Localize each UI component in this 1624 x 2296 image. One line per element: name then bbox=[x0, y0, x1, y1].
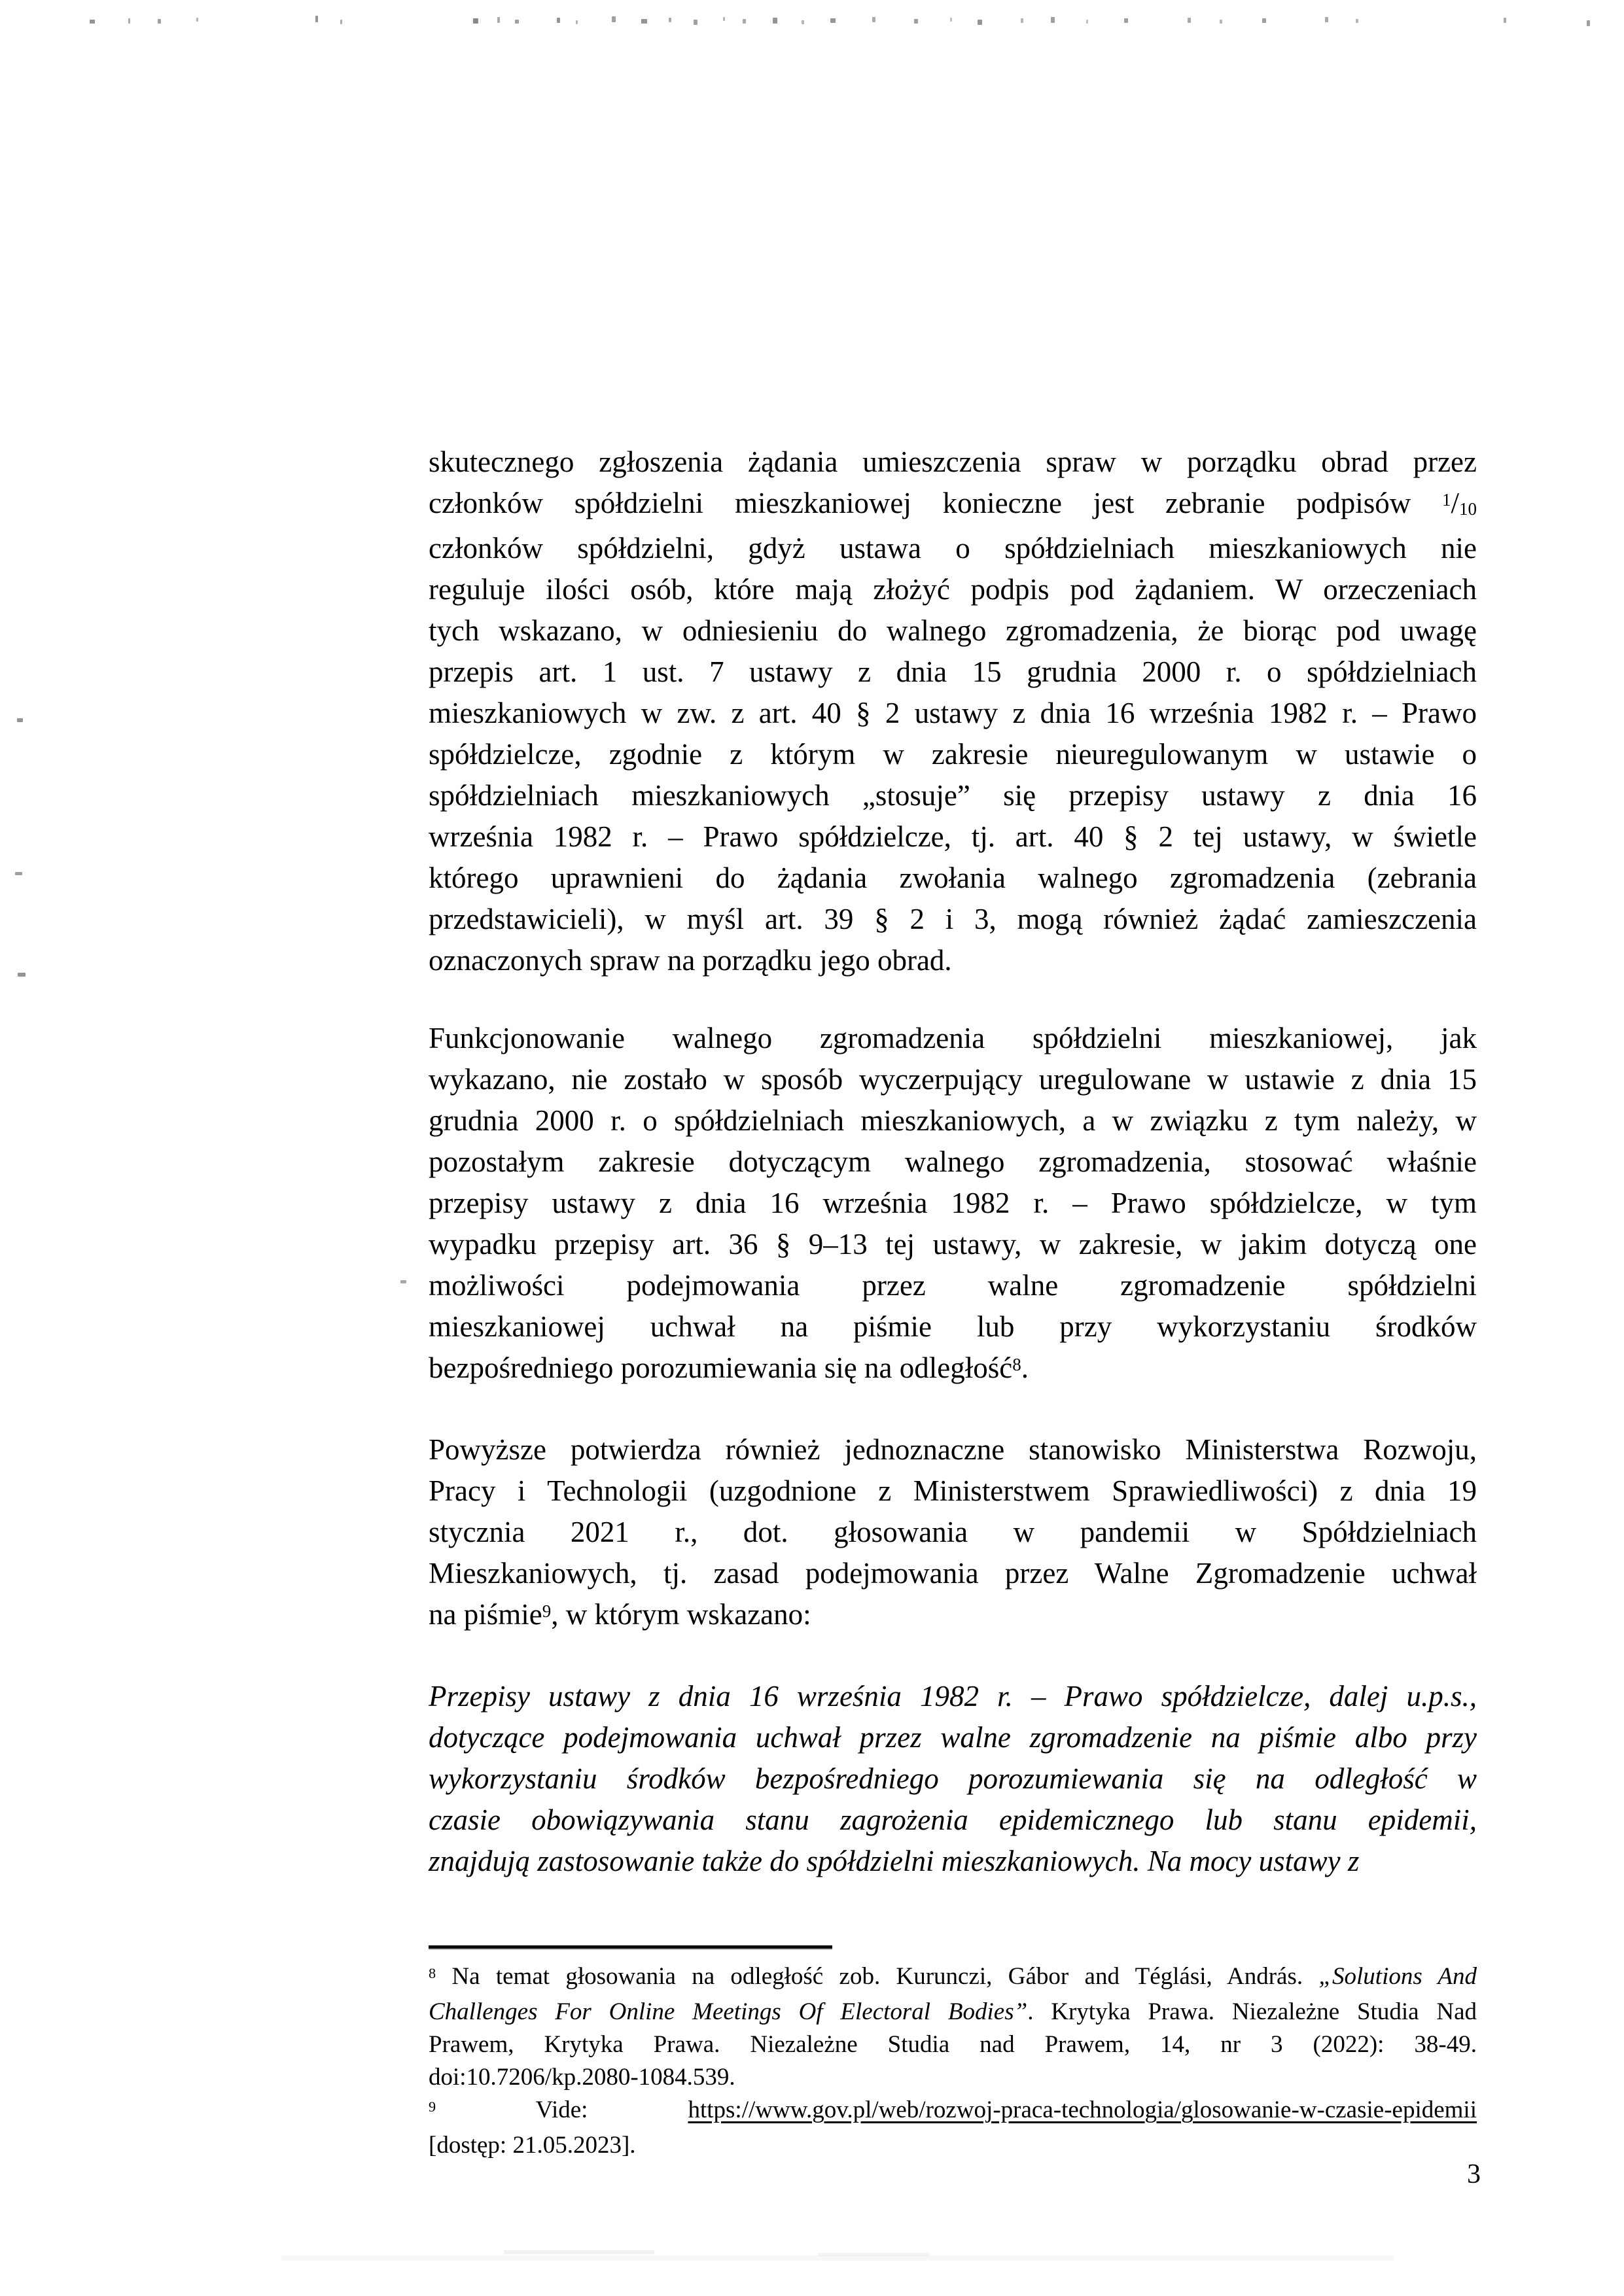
scan-speck bbox=[773, 18, 777, 24]
text-run: spółdzielniach mieszkaniowych „stosuje” się przepisy ustawy z dnia 16 bbox=[429, 779, 1477, 812]
paragraph-3 bbox=[429, 1429, 1477, 1639]
text-line bbox=[429, 1224, 1477, 1265]
text-line bbox=[429, 1758, 1477, 1800]
text-run: czasie obowiązywania stanu zagrożenia epidemicznego lub stanu epidemii, bbox=[429, 1803, 1477, 1836]
text-line bbox=[429, 693, 1477, 734]
text-run: wykazano, nie zostało w sposób wyczerpujący uregulowane w ustawie z dnia 15 bbox=[429, 1063, 1477, 1096]
text-run: Prawem, Krytyka Prawa. Niezależne Studia nad Prawem, 14, nr 3 (2022): 38-49. bbox=[429, 2031, 1477, 2058]
scan-speck bbox=[1220, 20, 1222, 24]
text-run: oznaczonych spraw na porządku jego obrad. bbox=[429, 944, 952, 977]
text-line bbox=[429, 1141, 1477, 1183]
text-line bbox=[429, 1717, 1477, 1758]
text-run: mieszkaniowych w zw. z art. 40 § 2 ustawy z dnia 16 września 1982 r. – Prawo bbox=[429, 697, 1477, 729]
scan-speck bbox=[830, 18, 836, 23]
scan-speck bbox=[1188, 18, 1191, 23]
scan-speck bbox=[15, 872, 22, 875]
scan-speck bbox=[473, 18, 478, 24]
text-line bbox=[429, 2129, 1477, 2162]
footnotes bbox=[429, 1960, 1477, 2162]
text-line bbox=[429, 816, 1477, 858]
scan-speck bbox=[1356, 19, 1358, 23]
scan-speck bbox=[950, 18, 952, 22]
text-run: mieszkaniowej uchwał na piśmie lub przy wykorzystaniu środków bbox=[429, 1310, 1477, 1343]
superscript-marker: 1 bbox=[1441, 489, 1451, 510]
scan-speck bbox=[1086, 20, 1088, 24]
text-line bbox=[429, 1841, 1477, 1882]
text-line bbox=[429, 610, 1477, 652]
text-run: przepisy ustawy z dnia 16 września 1982 r. – Prawo spółdzielcze, w tym bbox=[429, 1187, 1477, 1219]
text-column bbox=[429, 442, 1477, 2162]
page-number: 3 bbox=[1467, 2159, 1481, 2189]
scan-speck bbox=[18, 973, 26, 977]
text-line bbox=[429, 1018, 1477, 1059]
paragraph-1 bbox=[429, 442, 1477, 981]
text-run: przedstawicieli), w myśl art. 39 § 2 i 3, mogą również żądać zamieszczenia bbox=[429, 903, 1477, 935]
text-line bbox=[429, 1960, 1477, 1996]
superscript-marker: 9 bbox=[542, 1601, 552, 1621]
scan-speck bbox=[872, 17, 875, 22]
paragraph-2 bbox=[429, 1018, 1477, 1393]
text-line bbox=[429, 2061, 1477, 2094]
text-line bbox=[429, 2094, 1477, 2129]
scan-speck bbox=[1124, 18, 1128, 23]
text-run: [dostęp: 21.05.2023]. bbox=[429, 2132, 636, 2159]
scan-speck bbox=[914, 19, 918, 24]
scan-speck bbox=[196, 18, 198, 22]
scan-speck bbox=[340, 20, 342, 24]
scan-speck bbox=[1587, 20, 1590, 26]
text-line bbox=[429, 1265, 1477, 1306]
text-line bbox=[429, 483, 1477, 528]
text-run: . Krytyka Prawa. Niezależne Studia Nad bbox=[1027, 1998, 1477, 2025]
text-run: wypadku przepisy art. 36 § 9–13 tej ustawy, w zakresie, w jakim dotyczą one bbox=[429, 1228, 1477, 1261]
text-run: członków spółdzielni mieszkaniowej konieczne jest zebranie podpisów bbox=[429, 487, 1442, 519]
text-line bbox=[429, 1183, 1477, 1224]
paragraph-4-quote bbox=[429, 1676, 1477, 1882]
text-run: bezpośredniego porozumiewania się na odległość bbox=[429, 1351, 1013, 1384]
text-line bbox=[429, 1059, 1477, 1100]
scan-speck bbox=[641, 19, 647, 24]
text-line bbox=[429, 2028, 1477, 2061]
text-run: Powyższe potwierdza również jednoznaczne stanowisko Ministerstwa Rozwoju, bbox=[429, 1433, 1477, 1466]
text-run: Mieszkaniowych, tj. zasad podejmowania przez Walne Zgromadzenie uchwał bbox=[429, 1557, 1477, 1590]
text-line bbox=[429, 734, 1477, 775]
scan-speck bbox=[1325, 17, 1328, 22]
scan-speck bbox=[504, 2250, 654, 2254]
text-run: Przepisy ustawy z dnia 16 września 1982 r. – Prawo spółdzielcze, dalej u.p.s., bbox=[429, 1680, 1477, 1713]
scan-speck bbox=[515, 20, 519, 24]
superscript-marker: 8 bbox=[429, 1964, 436, 1981]
scan-speck bbox=[1262, 18, 1266, 23]
text-line bbox=[429, 858, 1477, 899]
text-run: znajdują zastosowanie także do spółdzielni mieszkaniowych. Na mocy ustawy z bbox=[429, 1845, 1360, 1877]
italic-text: Challenges For Online Meetings Of Electoral Bodies” bbox=[429, 1998, 1028, 2025]
text-run: skutecznego zgłoszenia żądania umieszczenia spraw w porządku obrad przez bbox=[429, 445, 1477, 478]
text-run: Funkcjonowanie walnego zgromadzenia spółdzielni mieszkaniowej, jak bbox=[429, 1022, 1477, 1054]
scan-speck bbox=[90, 20, 95, 24]
text-line bbox=[429, 1100, 1477, 1141]
text-run: reguluje ilości osób, które mają złożyć podpis pod żądaniem. W orzeczeniach bbox=[429, 573, 1477, 606]
superscript-marker: 8 bbox=[1012, 1354, 1021, 1374]
scan-speck bbox=[128, 18, 130, 24]
footnote-9 bbox=[429, 2094, 1477, 2162]
scan-speck bbox=[612, 16, 616, 22]
footnote-8 bbox=[429, 1960, 1477, 2094]
text-line bbox=[429, 1470, 1477, 1512]
text-run: wykorzystaniu środków bezpośredniego porozumiewania się na odległość w bbox=[429, 1762, 1477, 1795]
text-line bbox=[429, 569, 1477, 610]
scan-speck bbox=[400, 1280, 406, 1283]
text-run: grudnia 2000 r. o spółdzielniach mieszkaniowych, a w związku z tym należy, w bbox=[429, 1104, 1477, 1137]
text-run: możliwości podejmowania przez walne zgromadzenie spółdzielni bbox=[429, 1269, 1477, 1302]
text-run: dotyczące podejmowania uchwał przez walne zgromadzenie na piśmie albo przy bbox=[429, 1721, 1477, 1754]
text-run: spółdzielcze, zgodnie z którym w zakresie nieuregulowanym w ustawie o bbox=[429, 738, 1477, 771]
text-line bbox=[429, 1429, 1477, 1470]
scan-speck bbox=[281, 2255, 1394, 2261]
text-line bbox=[429, 1512, 1477, 1553]
scan-speck bbox=[723, 17, 725, 21]
text-line bbox=[429, 775, 1477, 816]
superscript-marker: 9 bbox=[429, 2098, 436, 2115]
text-line bbox=[429, 1306, 1477, 1348]
scan-speck bbox=[557, 18, 560, 23]
text-line bbox=[429, 899, 1477, 940]
text-line bbox=[429, 1800, 1477, 1841]
text-run: . bbox=[1021, 1351, 1029, 1384]
scan-speck bbox=[497, 17, 500, 23]
scan-speck bbox=[802, 20, 804, 24]
text-line bbox=[429, 1996, 1477, 2028]
scan-speck bbox=[576, 20, 578, 24]
text-run: na piśmie bbox=[429, 1598, 542, 1631]
text-line bbox=[429, 940, 1477, 981]
text-line bbox=[429, 1676, 1477, 1717]
text-run: członków spółdzielni, gdyż ustawa o spółdzielniach mieszkaniowych nie bbox=[429, 532, 1477, 565]
text-run: którego uprawnieni do żądania zwołania walnego zgromadzenia (zebrania bbox=[429, 861, 1477, 894]
footnote-separator bbox=[429, 1945, 832, 1949]
text-run: przepis art. 1 ust. 7 ustawy z dnia 15 grudnia 2000 r. o spółdzielniach bbox=[429, 655, 1477, 688]
text-run: doi:10.7206/kp.2080-1084.539. bbox=[429, 2064, 735, 2091]
text-run: pozostałym zakresie dotyczącym walnego zgromadzenia, stosować właśnie bbox=[429, 1145, 1477, 1178]
scan-speck bbox=[17, 718, 23, 722]
text-run: stycznia 2021 r., dot. głosowania w pandemii w Spółdzielniach bbox=[429, 1516, 1477, 1548]
text-run: tych wskazano, w odniesieniu do walnego zgromadzenia, że biorąc pod uwagę bbox=[429, 614, 1477, 647]
subscript-text: 10 bbox=[1459, 499, 1477, 519]
scan-speck bbox=[1021, 18, 1023, 23]
text-run: / bbox=[1451, 487, 1459, 519]
body-text bbox=[429, 442, 1477, 1882]
text-line bbox=[429, 1553, 1477, 1594]
text-run: września 1982 r. – Prawo spółdzielcze, tj. art. 40 § 2 tej ustawy, w świetle bbox=[429, 820, 1477, 853]
scan-speck bbox=[694, 20, 697, 25]
text-run: , w którym wskazano: bbox=[551, 1598, 811, 1631]
scan-speck bbox=[978, 20, 982, 25]
text-run: Pracy i Technologii (uzgodnione z Ministerstwem Sprawiedliwości) z dnia 19 bbox=[429, 1474, 1477, 1507]
text-line bbox=[429, 442, 1477, 483]
text-run: Vide: bbox=[436, 2096, 688, 2123]
scan-speck bbox=[158, 19, 161, 24]
scan-speck bbox=[1051, 17, 1055, 23]
scan-speck bbox=[669, 18, 671, 22]
italic-text: „Solutions And bbox=[1318, 1963, 1477, 1990]
text-line bbox=[429, 1348, 1477, 1393]
scan-speck bbox=[315, 16, 318, 22]
text-run: Na temat głosowania na odległość zob. Kurunczi, Gábor and Téglási, András. bbox=[436, 1963, 1319, 1990]
scan-speck bbox=[1504, 18, 1506, 23]
text-line bbox=[429, 528, 1477, 569]
text-line bbox=[429, 652, 1477, 693]
text-line bbox=[429, 1594, 1477, 1639]
footnote-url-link[interactable]: https://www.gov.pl/web/rozwoj-praca-technologia/glosowanie-w-czasie-epidemii bbox=[688, 2096, 1477, 2123]
scan-speck bbox=[743, 19, 746, 24]
